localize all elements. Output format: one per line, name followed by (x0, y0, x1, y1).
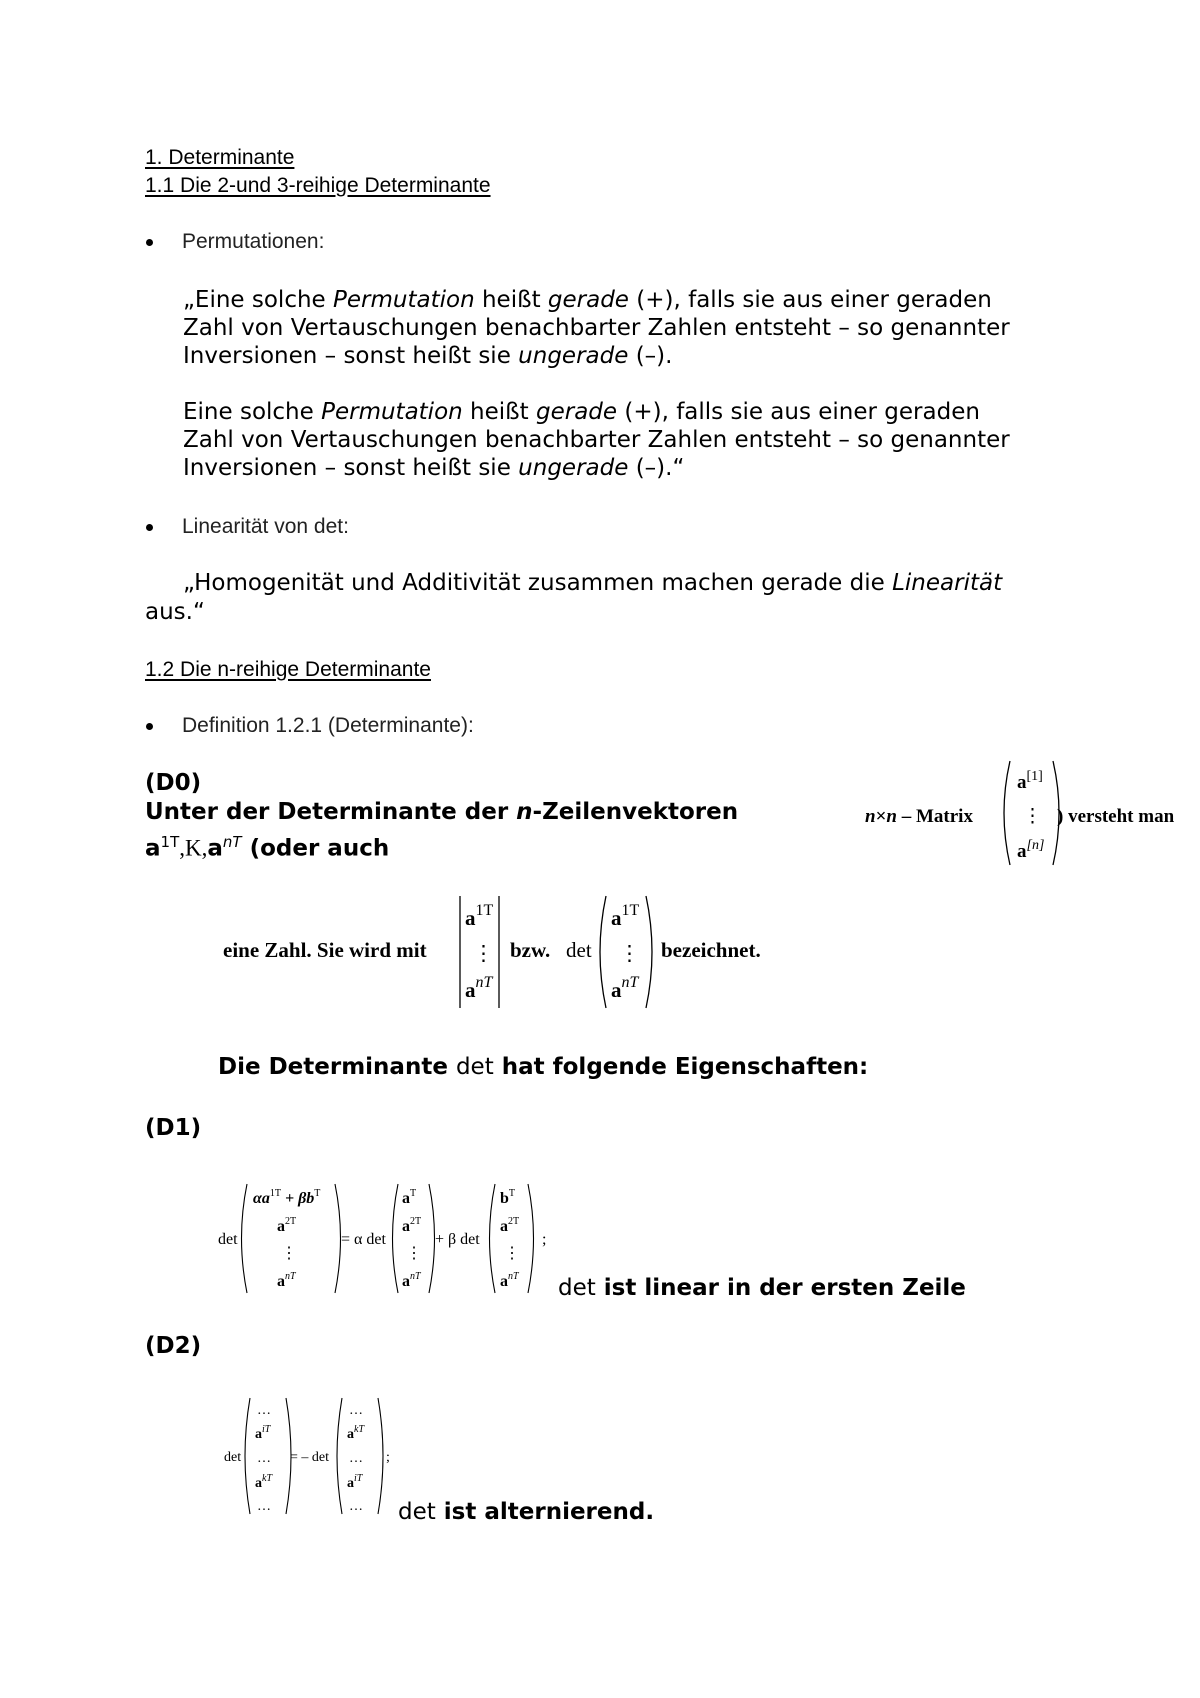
bullet-dot (146, 524, 153, 531)
d1-m3-row2: $a^{2T}$ (500, 1216, 520, 1235)
left-paren (1004, 761, 1010, 865)
d1-semicolon: ; (542, 1231, 547, 1248)
left-paren (600, 896, 606, 1008)
left-paren (245, 1398, 250, 1514)
d2-caption: det ist alternierend. (398, 1499, 655, 1525)
quote-linearitaet: „Homogenität und Additivität zusammen machen gerade die Linearität (183, 570, 1003, 596)
d1-m3-row4: $a^{nT}$ (500, 1271, 519, 1290)
d1-m2-row4: $a^{nT}$ (402, 1271, 421, 1290)
quote-permutation: „Eine solche Permutation heißt gerade (+), falls sie aus einer geraden Zahl von Vertauschungen benachbarter Zahlen entsteht – so genannter Inversionen – sonst heißt sie ungerade (–). Eine solche Permutation heißt gerade (+), falls sie aus einer geraden Zahl von Vertauschungen benachbarter Zahlen entsteht – so genannter Inversionen – sonst heißt sie ungerade (–).“ (183, 287, 1010, 481)
heading-1-1: 1.1 Die 2-und 3-reihige Determinante (145, 174, 491, 197)
vec-top-2: $a^{1T}$ (611, 902, 640, 930)
left-paren (490, 1184, 496, 1293)
d2-m2-ak: $a^{kT}$ (347, 1424, 364, 1442)
vec-vdots-2: ⋮ (619, 941, 640, 965)
heading-1-2: 1.2 Die n-reihige Determinante (145, 658, 431, 681)
left-paren (393, 1184, 399, 1293)
properties-line: Die Determinante det hat folgende Eigenschaften: (218, 1054, 869, 1080)
bullet-permutationen: Permutationen: (182, 230, 325, 253)
d0-line2: $a^{1T},K,a^{nT}$ (oder auch (145, 833, 390, 862)
d2-m1-dots2: … (257, 1451, 271, 1466)
d2-formula (220, 1392, 395, 1522)
d1-m1-vdots: ⋮ (281, 1245, 297, 1262)
d1-formula (215, 1178, 560, 1300)
vec-bottom-2: $a^{nT}$ (611, 974, 639, 1002)
notation-text-a: eine Zahl. Sie wird mit (223, 938, 427, 962)
d2-m1-dots1: … (257, 1403, 271, 1418)
matrix-suffix-text: ) versteht man (1057, 806, 1175, 827)
d2-semicolon: ; (386, 1450, 390, 1465)
d2-m2-dots1: … (349, 1403, 363, 1418)
d1-m2-row2: $a^{2T}$ (402, 1216, 422, 1235)
notation-det: det (566, 938, 592, 962)
quote-linearitaet-cont: aus.“ (145, 599, 205, 625)
d2-m2-ai: $a^{iT}$ (347, 1473, 363, 1491)
vec-vdots: ⋮ (473, 941, 494, 965)
matrix-row-bottom: a[n] (1017, 838, 1045, 862)
d1-caption: det ist linear in der ersten Zeile (558, 1275, 966, 1301)
d1-m3-vdots: ⋮ (504, 1245, 520, 1262)
heading-1: 1. Determinante (145, 146, 295, 169)
notation-text-c: bezeichnet. (661, 938, 761, 962)
d2-m1-ai: $a^{iT}$ (255, 1424, 271, 1442)
d1-m3-row1: $b^T$ (500, 1188, 516, 1207)
d1-eq: = α det (341, 1231, 386, 1248)
right-paren (528, 1184, 534, 1293)
matrix-vdots: ⋮ (1023, 806, 1042, 827)
d1-m1-row1: $\alpha a^{1T} + \beta b^T$ (253, 1188, 321, 1207)
d2-det: det (224, 1450, 242, 1465)
bullet-definition: Definition 1.2.1 (Determinante): (182, 714, 474, 737)
left-paren (337, 1398, 342, 1514)
right-paren (646, 896, 652, 1008)
d2-m2-dots2: … (349, 1451, 363, 1466)
d1-m2-vdots: ⋮ (406, 1245, 422, 1262)
bullet-dot (146, 239, 153, 246)
d0-line1: Unter der Determinante der n-Zeilenvektoren (145, 799, 739, 825)
vec-bottom: $a^{nT}$ (465, 974, 493, 1002)
left-paren (242, 1184, 248, 1293)
d1-det: det (218, 1231, 238, 1248)
d2-label: (D2) (145, 1333, 202, 1359)
d0-label: (D0) (145, 770, 202, 796)
right-paren (335, 1184, 341, 1293)
right-paren (378, 1398, 383, 1514)
d1-label: (D1) (145, 1115, 202, 1141)
vec-top: $a^{1T}$ (465, 902, 494, 930)
notation-text-bzw: bzw. (510, 938, 551, 962)
d1-m1-row4: $a^{nT}$ (277, 1271, 296, 1290)
bullet-linearitaet: Linearität von det: (182, 515, 349, 538)
d1-plus: + β det (435, 1231, 480, 1248)
d1-m1-row2: $a^{2T}$ (277, 1216, 297, 1235)
d0-notation-formula (218, 890, 798, 1015)
right-paren (429, 1184, 435, 1293)
d2-m2-dots3: … (349, 1499, 363, 1514)
d0-matrix-formula (865, 755, 1200, 875)
d1-m2-row1: $a^T$ (402, 1188, 417, 1207)
matrix-prefix-text: n×n – Matrix (865, 806, 973, 827)
bullet-dot (146, 723, 153, 730)
d2-eq: = – det (290, 1450, 329, 1465)
d2-m1-dots3: … (257, 1499, 271, 1514)
matrix-row-top: a[1] (1017, 769, 1043, 793)
d2-m1-ak: $a^{kT}$ (255, 1473, 272, 1491)
